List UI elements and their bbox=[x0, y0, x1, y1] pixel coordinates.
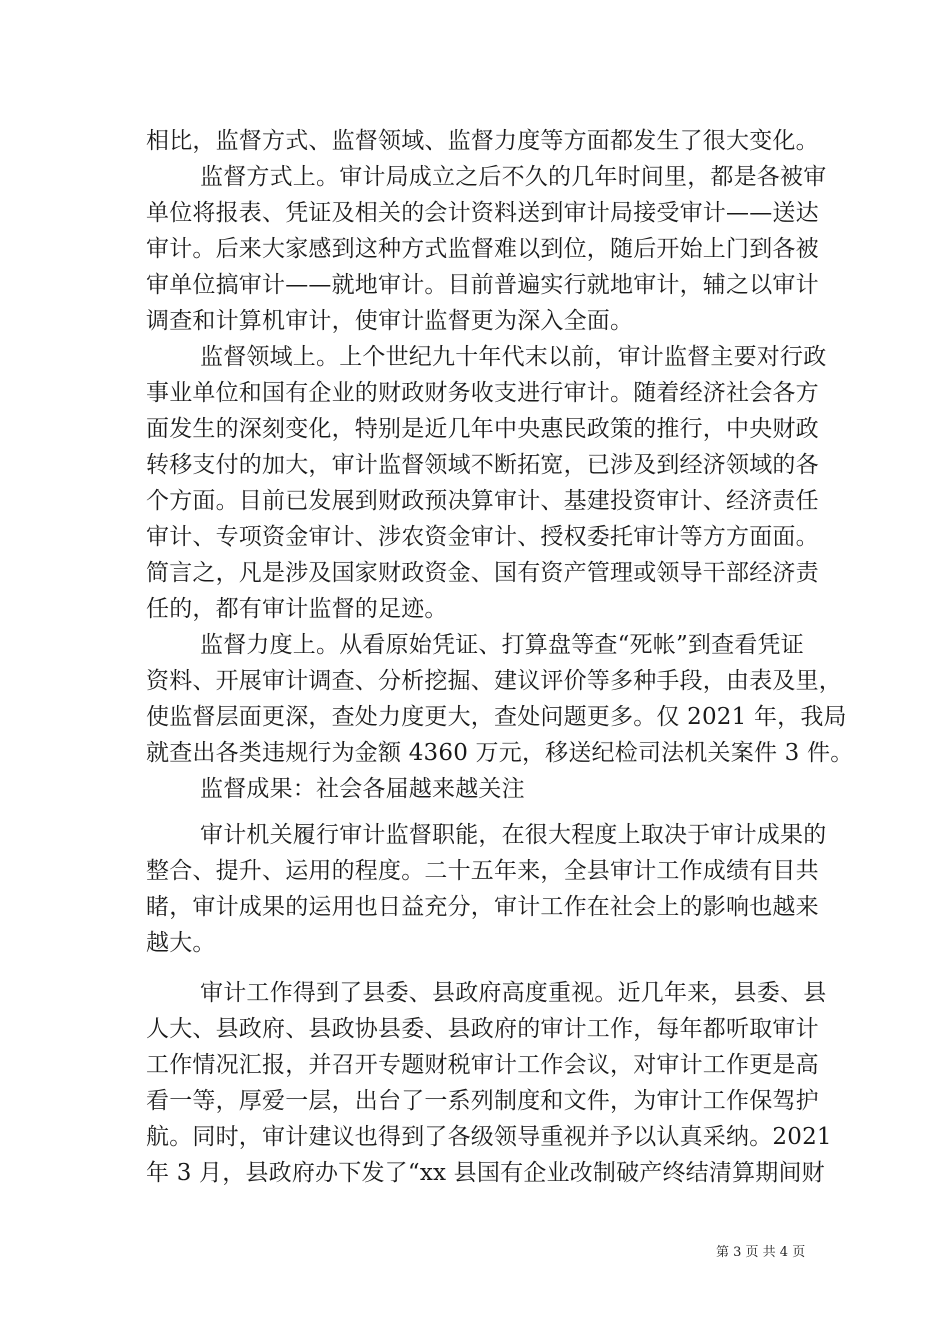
body-line: 就查出各类违规行为金额 4360 万元，移送纪检司法机关案件 3 件。 bbox=[146, 740, 854, 766]
body-line: 监督方式上。审计局成立之后不久的几年时间里，都是各被审 bbox=[200, 164, 827, 190]
body-line: 睹，审计成果的运用也日益充分，审计工作在社会上的影响也越来 bbox=[146, 894, 819, 920]
body-line: 审单位搞审计——就地审计。目前普遍实行就地审计，辅之以审计 bbox=[146, 272, 819, 298]
body-line: 使监督层面更深，查处力度更大，查处问题更多。仅 2021 年，我局 bbox=[146, 704, 847, 730]
body-line: 任的，都有审计监督的足迹。 bbox=[146, 596, 448, 622]
body-line: 调查和计算机审计，使审计监督更为深入全面。 bbox=[146, 308, 634, 334]
body-line: 审计。后来大家感到这种方式监督难以到位，随后开始上门到各被 bbox=[146, 236, 819, 262]
body-line: 看一等，厚爱一层，出台了一系列制度和文件，为审计工作保驾护 bbox=[146, 1088, 819, 1114]
body-line: 资料、开展审计调查、分析挖掘、建议评价等多种手段，由表及里， bbox=[146, 668, 842, 694]
body-line: 审计机关履行审计监督职能，在很大程度上取决于审计成果的 bbox=[200, 822, 827, 848]
body-line: 转移支付的加大，审计监督领域不断拓宽，已涉及到经济领域的各 bbox=[146, 452, 819, 478]
body-line: 监督力度上。从看原始凭证、打算盘等查“死帐”到查看凭证 bbox=[200, 632, 804, 658]
body-line: 工作情况汇报，并召开专题财税审计工作会议，对审计工作更是高 bbox=[146, 1052, 819, 1078]
body-line: 监督领域上。上个世纪九十年代末以前，审计监督主要对行政 bbox=[200, 344, 827, 370]
body-line: 单位将报表、凭证及相关的会计资料送到审计局接受审计——送达 bbox=[146, 200, 819, 226]
body-line: 越大。 bbox=[146, 930, 216, 956]
body-line: 审计、专项资金审计、涉农资金审计、授权委托审计等方方面面。 bbox=[146, 524, 819, 550]
body-line: 年 3 月，县政府办下发了“xx 县国有企业改制破产终结清算期间财 bbox=[146, 1160, 825, 1186]
body-line: 个方面。目前已发展到财政预决算审计、基建投资审计、经济责任 bbox=[146, 488, 819, 514]
body-line: 航。同时，审计建议也得到了各级领导重视并予以认真采纳。2021 bbox=[146, 1124, 832, 1150]
body-line: 审计工作得到了县委、县政府高度重视。近几年来，县委、县 bbox=[200, 980, 827, 1006]
section-heading: 监督成果：社会各届越来越关注 bbox=[200, 776, 525, 802]
body-line: 事业单位和国有企业的财政财务收支进行审计。随着经济社会各方 bbox=[146, 380, 819, 406]
body-line: 整合、提升、运用的程度。二十五年来，全县审计工作成绩有目共 bbox=[146, 858, 819, 884]
page-number: 第 3 页 共 4 页 bbox=[716, 1245, 806, 1260]
body-line: 人大、县政府、县政协县委、县政府的审计工作，每年都听取审计 bbox=[146, 1016, 819, 1042]
body-line: 简言之，凡是涉及国家财政资金、国有资产管理或领导干部经济责 bbox=[146, 560, 819, 586]
body-line: 相比，监督方式、监督领域、监督力度等方面都发生了很大变化。 bbox=[146, 128, 819, 154]
body-line: 面发生的深刻变化，特别是近几年中央惠民政策的推行，中央财政 bbox=[146, 416, 819, 442]
